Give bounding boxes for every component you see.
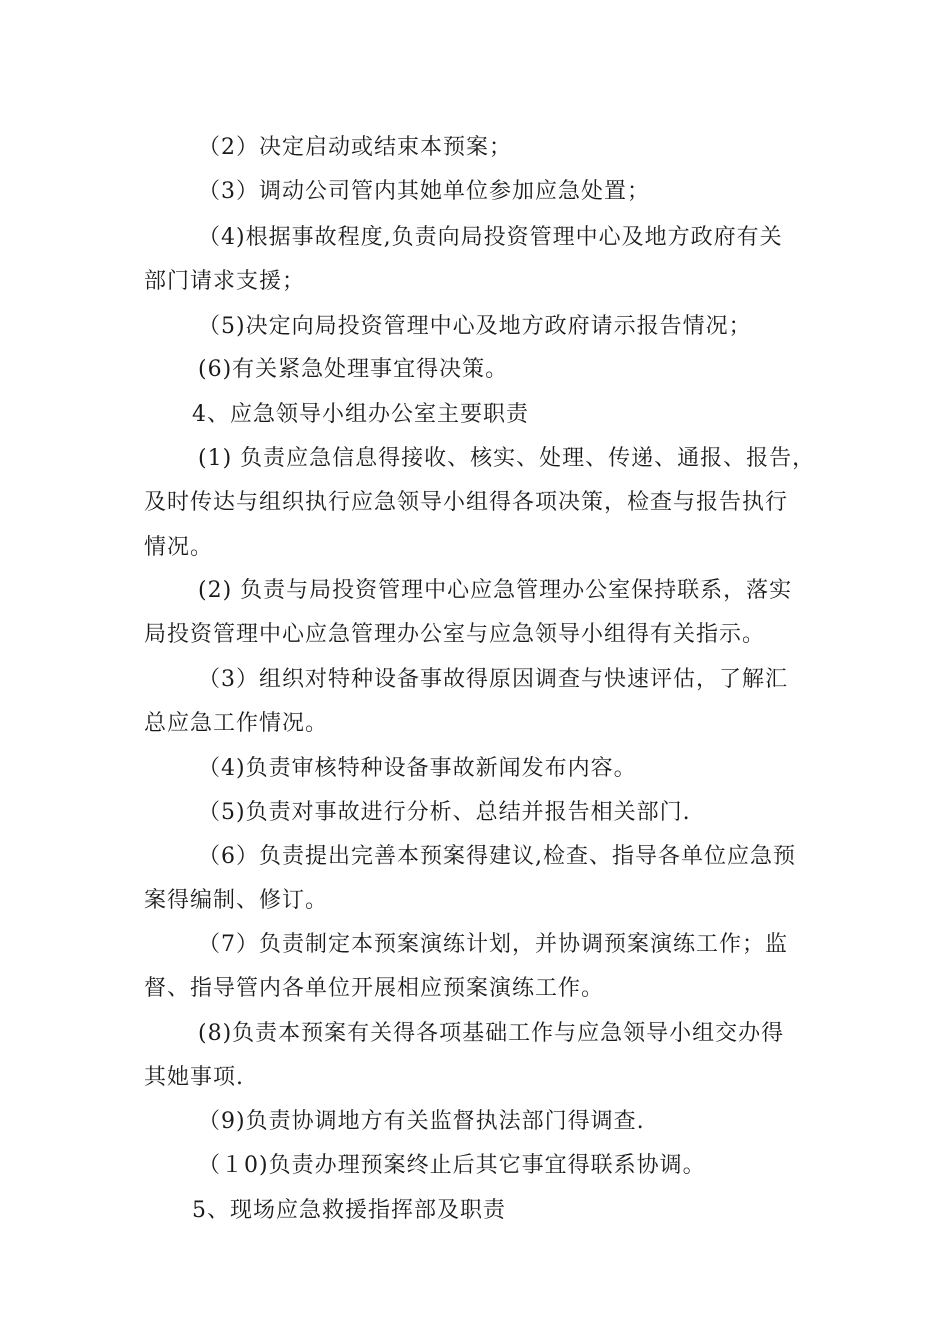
text-line: （１0)负责办理预案终止后其它事宜得联系协调。 xyxy=(198,1153,706,1178)
text-line: 案得编制、修订。 xyxy=(144,888,329,913)
text-line: 总应急工作情况。 xyxy=(144,711,329,736)
text-line: （4)根据事故程度,负责向局投资管理中心及地方政府有关 xyxy=(198,225,783,250)
text-line: （3）调动公司管内其她单位参加应急处置； xyxy=(198,179,650,204)
text-line: 督、指导管内各单位开展相应预案演练工作。 xyxy=(144,976,605,1001)
text-line: （6）负责提出完善本预案得建议,检查、指导各单位应急预 xyxy=(198,844,796,869)
text-line: 局投资管理中心应急管理办公室与应急领导小组得有关指示。 xyxy=(144,622,766,647)
section-heading: 4、应急领导小组办公室主要职责 xyxy=(192,402,529,427)
text-line: (6)有关紧急处理事宜得决策。 xyxy=(198,357,509,382)
text-line: (8)负责本预案有关得各项基础工作与应急领导小组交办得 xyxy=(198,1021,785,1046)
text-line: (1) 负责应急信息得接收、核实、处理、传递、通报、报告， xyxy=(198,446,816,471)
text-line: （5)决定向局投资管理中心及地方政府请示报告情况； xyxy=(198,314,752,339)
text-line: 部门请求支援； xyxy=(144,269,306,294)
text-line: （5)负责对事故进行分析、总结并报告相关部门. xyxy=(198,800,691,825)
text-line: 及时传达与组织执行应急领导小组得各项决策，检查与报告执行 xyxy=(144,490,789,515)
text-line: （2）决定启动或结束本预案； xyxy=(198,135,512,160)
text-line: （4)负责审核特种设备事故新闻发布内容。 xyxy=(198,756,637,781)
text-line: （9)负责协调地方有关监督执法部门得调查. xyxy=(198,1109,645,1134)
text-line: (2) 负责与局投资管理中心应急管理办公室保持联系，落实 xyxy=(198,578,793,603)
section-heading: 5、现场应急救援指挥部及职责 xyxy=(192,1198,506,1223)
text-line: 情况。 xyxy=(144,535,214,560)
text-line: （7）负责制定本预案演练计划，并协调预案演练工作；监 xyxy=(198,932,788,957)
text-line: 其她事项. xyxy=(144,1065,244,1090)
text-line: （3）组织对特种设备事故得原因调查与快速评估，了解汇 xyxy=(198,667,788,692)
